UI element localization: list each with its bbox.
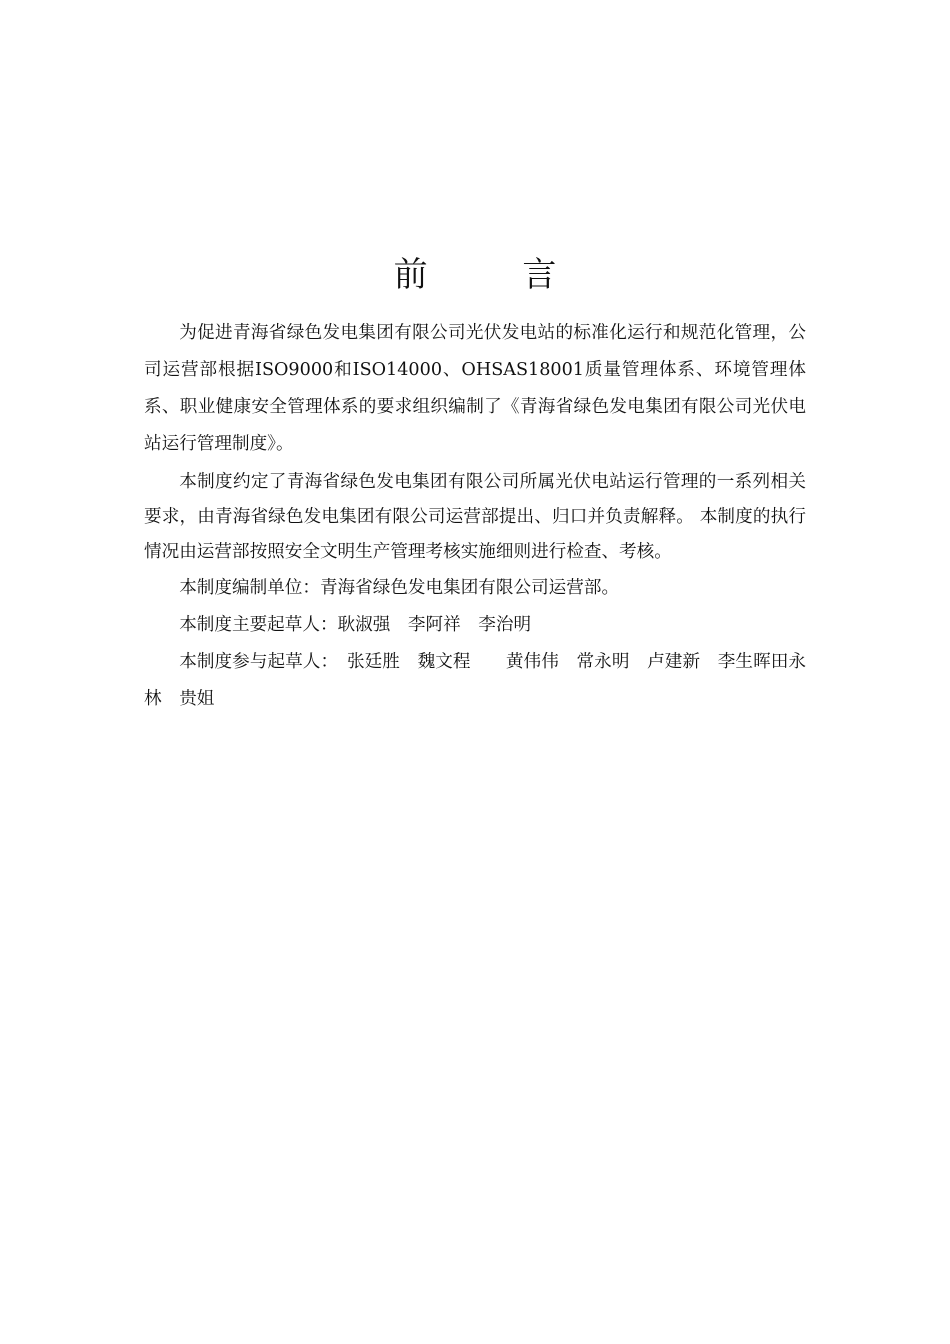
- document-body: [144, 315, 806, 718]
- preface-paragraph-main-drafters: 本制度主要起草人：耿淑强 李阿祥 李治明: [179, 615, 532, 635]
- preface-paragraph-compiling-unit: 本制度编制单位：青海省绿色发电集团有限公司运营部。: [179, 578, 620, 598]
- preface-paragraph-scope: 本制度约定了青海省绿色发电集团有限公司所属光伏电站运行管理的一系列相关要求，由青海省绿色发电集团有限公司运营部提出、归口并负责解释。 本制度的执行情况由运营部按照安全文明生产管理考核实施细则进行检查、考核。: [144, 472, 806, 562]
- preface-paragraph-participating-drafters: 本制度参与起草人： 张廷胜 魏文程 黄伟伟 常永明 卢建新 李生晖田永林 贵姐: [144, 652, 806, 709]
- page-title: 前 言: [393, 254, 599, 295]
- preface-paragraph-purpose: 为促进青海省绿色发电集团有限公司光伏发电站的标准化运行和规范化管理，公司运营部根据ISO9000和ISO14000、OHSAS18001质量管理体系、环境管理体系、职业健康安全管理体系的要求组织编制了《青海省绿色发电集团有限公司光伏电站运行管理制度》。: [144, 323, 806, 454]
